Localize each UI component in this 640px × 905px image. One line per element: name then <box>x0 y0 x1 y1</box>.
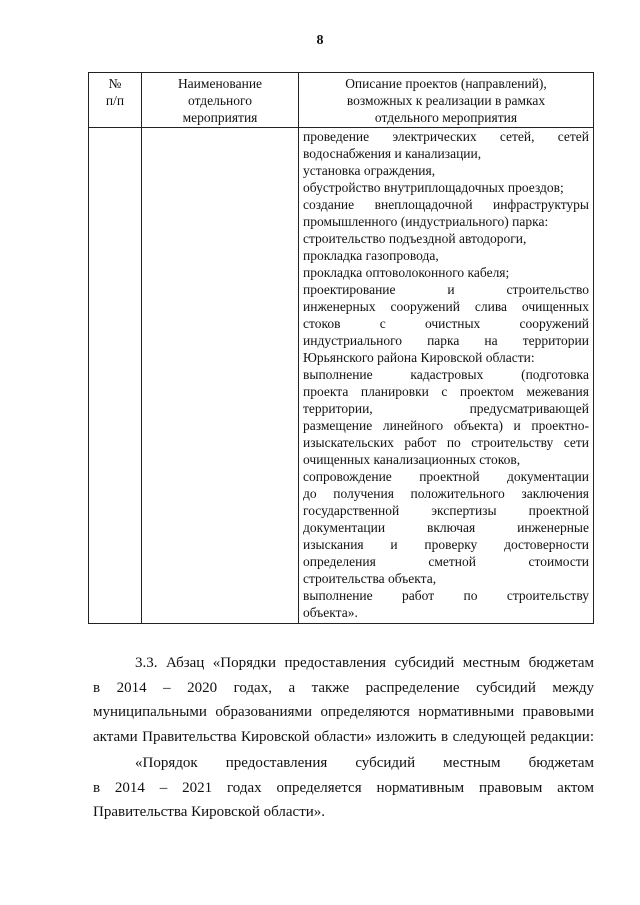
desc-line: сопровождение проектной документации <box>303 469 589 484</box>
new-wording-paragraph <box>93 751 594 825</box>
desc-line: выполнение работ по строительству <box>303 588 589 603</box>
header-number <box>89 73 142 128</box>
paragraph-line <box>93 751 594 776</box>
desc-line: размещение линейного объекта) и проектно- <box>303 418 589 433</box>
paragraph-text: «Порядок предоставления субсидий местным бюджетам <box>135 755 594 771</box>
desc-line: изыскательских работ по строительству сети <box>303 435 589 450</box>
header-desc-line: отдельного мероприятия <box>374 110 518 125</box>
desc-line: индустриального парка на территории <box>303 333 589 348</box>
header-name-line: мероприятия <box>182 110 258 125</box>
desc-line: очищенных канализационных стоков, <box>303 452 521 467</box>
table-row <box>89 128 594 624</box>
desc-line: документации включая инженерные <box>303 520 589 535</box>
desc-line: проведение электрических сетей, сетей <box>303 129 589 144</box>
desc-line: строительство подъездной автодороги, <box>303 231 527 246</box>
desc-line: объекта». <box>303 605 358 620</box>
paragraph-line: муниципальными образованиями определяются нормативными правовыми <box>93 704 594 720</box>
paragraph-line: актами Правительства Кировской области» изложить в следующей редакции: <box>93 728 594 745</box>
desc-line: установка ограждения, <box>303 163 436 178</box>
header-description <box>299 73 594 128</box>
paragraph-line: в 2014 – 2021 годах определяется нормативным правовым актом <box>93 779 594 796</box>
row-description-cell <box>299 128 594 624</box>
row-name-cell <box>142 128 299 624</box>
row-number-cell <box>89 128 142 624</box>
desc-line: обустройство внутриплощадочных проездов; <box>303 180 564 195</box>
header-number-line: № <box>108 76 122 91</box>
desc-line: территории, предусматривающей <box>303 401 589 416</box>
desc-line: государственной экспертизы проектной <box>303 503 589 518</box>
desc-line: стоков с очистных сооружений <box>303 316 589 331</box>
desc-line: строительства объекта, <box>303 571 437 586</box>
header-number-line: п/п <box>105 93 125 108</box>
desc-line: водоснабжения и канализации, <box>303 146 482 161</box>
paragraph-line <box>93 651 594 676</box>
header-desc-line: возможных к реализации в рамках <box>346 93 546 108</box>
desc-line: определения сметной стоимости <box>303 554 589 569</box>
measures-table <box>88 72 594 624</box>
header-name-line: Наименование <box>177 76 263 91</box>
desc-line: проектирование и строительство <box>303 282 589 297</box>
paragraph-line: Правительства Кировской области». <box>93 804 326 820</box>
header-measure-name <box>142 73 299 128</box>
table-header-row <box>89 73 594 128</box>
page-number: 8 <box>316 33 324 48</box>
desc-line: промышленного (индустриального) парка: <box>303 214 549 229</box>
desc-line: прокладка оптоволоконного кабеля; <box>303 265 510 280</box>
desc-line: создание внеплощадочной инфраструктуры <box>303 197 589 212</box>
desc-line: прокладка газопровода, <box>303 248 439 263</box>
desc-line: изыскания и проверку достоверности <box>303 537 589 552</box>
desc-line: инженерных сооружений слива очищенных <box>303 299 589 314</box>
paragraph-text: 3.3. Абзац «Порядки предоставления субсидий местным бюджетам <box>135 655 594 671</box>
amendment-paragraph-3-3 <box>93 651 594 749</box>
header-desc-line: Описание проектов (направлений), <box>345 76 547 91</box>
paragraph-line: в 2014 – 2020 годах, а также распределение субсидий между <box>93 679 594 696</box>
desc-line: проекта планировки с проектом межевания <box>303 384 589 399</box>
desc-line: выполнение кадастровых (подготовка <box>303 367 589 382</box>
desc-line: до получения положительного заключения <box>303 486 589 501</box>
header-name-line: отдельного <box>188 93 252 108</box>
desc-line: Юрьянского района Кировской области: <box>303 350 535 365</box>
